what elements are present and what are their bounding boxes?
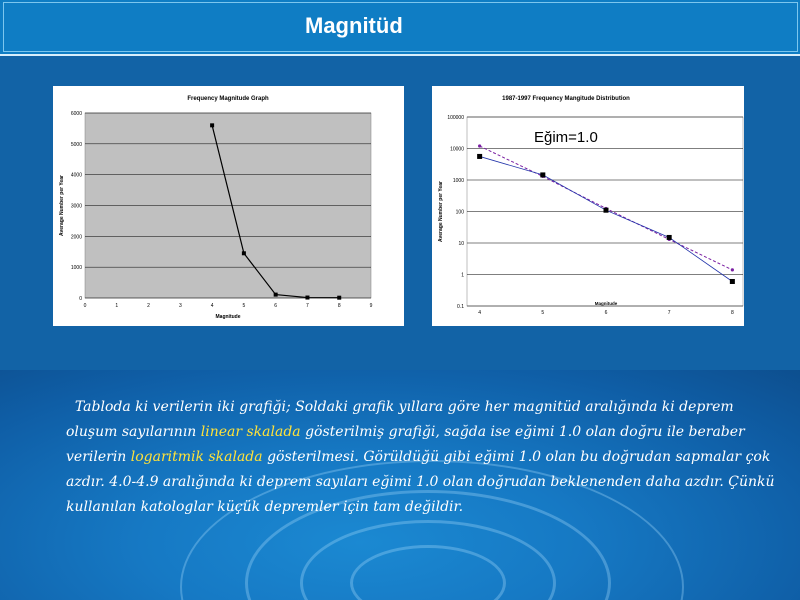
x-tick-label: 4: [210, 303, 214, 309]
y-tick-label: 1000: [452, 178, 464, 184]
y-tick-label: 100000: [447, 115, 464, 121]
slope-annotation: Eğim=1.0: [534, 129, 598, 146]
x-axis-label: Magnitude: [215, 314, 241, 320]
x-tick-label: 6: [274, 303, 278, 309]
fit-point: [731, 268, 734, 271]
log-chart: [432, 86, 744, 326]
x-tick-label: 4: [478, 310, 482, 316]
highlight-log: logaritmik skalada: [130, 449, 263, 465]
paragraph-text: gösterilmiş grafiği, sağda ise eğimi 1.0 olan doğru ile beraber verilerin: [66, 424, 745, 465]
y-tick-label: 3000: [70, 203, 82, 210]
y-tick-label: 0.1: [457, 304, 464, 310]
highlight-linear: linear skalada: [200, 424, 301, 440]
y-tick-label: 1: [461, 272, 464, 279]
x-tick-label: 8: [337, 303, 341, 309]
x-tick-label: 9: [369, 303, 373, 309]
data-point: [477, 154, 482, 159]
y-axis-label: Average Number per Year: [438, 181, 444, 242]
x-tick-label: 0: [83, 303, 87, 309]
data-point: [667, 235, 672, 240]
y-tick-label: 2000: [70, 234, 82, 241]
data-point: [730, 279, 735, 284]
log-chart-svg: [432, 86, 744, 326]
data-point: [540, 172, 545, 177]
slide-title: Magnitüd: [305, 13, 403, 38]
y-tick-label: 0: [79, 296, 82, 302]
x-tick-label: 3: [178, 303, 182, 309]
x-tick-label: 5: [541, 310, 545, 316]
linear-chart-svg: [53, 86, 404, 326]
data-point: [210, 123, 214, 127]
linear-chart: [53, 86, 404, 326]
data-point: [305, 296, 309, 300]
description-paragraph: [66, 395, 781, 520]
y-tick-label: 6000: [70, 111, 82, 117]
y-axis-label: Average Number per Year: [59, 175, 65, 236]
data-point: [242, 251, 246, 255]
data-point: [274, 293, 278, 297]
x-axis-label: Magnitude: [594, 301, 618, 306]
y-tick-label: 10000: [450, 146, 464, 153]
x-tick-label: 7: [667, 310, 671, 316]
y-tick-label: 5000: [70, 141, 82, 148]
y-tick-label: 100: [455, 209, 464, 216]
title-bar: [0, 0, 800, 56]
x-tick-label: 5: [242, 303, 246, 309]
x-tick-label: 2: [147, 303, 150, 309]
chart-title: 1987-1997 Frequency Mangitude Distribution: [502, 96, 630, 102]
data-point: [337, 296, 341, 300]
paragraph-text: Tabloda ki verilerin iki grafiği; Soldaki grafik yıllara göre her magnitüd aralığında ki deprem oluşum sayılarının: [66, 399, 734, 440]
y-tick-label: 4000: [70, 172, 82, 179]
data-point: [604, 208, 609, 213]
x-tick-label: 7: [306, 303, 309, 309]
y-tick-label: 1000: [70, 265, 82, 272]
paragraph-text: gösterilmesi. Görüldüğü gibi eğimi 1.0 olan bu doğrudan sapmalar çok azdır. 4.0-4.9 aralığında ki deprem sayıları eğimi 1.0 olan doğrudan beklenenden daha azdır. Çünkü kullanılan katologlar küçük depremler için tam değildir.: [66, 449, 775, 515]
y-tick-label: 10: [458, 241, 464, 247]
x-tick-label: 8: [730, 310, 734, 316]
x-tick-label: 6: [604, 310, 608, 316]
chart-title: Frequency Magnitude Graph: [187, 96, 269, 102]
x-tick-label: 1: [115, 303, 119, 309]
fit-point: [478, 144, 481, 147]
